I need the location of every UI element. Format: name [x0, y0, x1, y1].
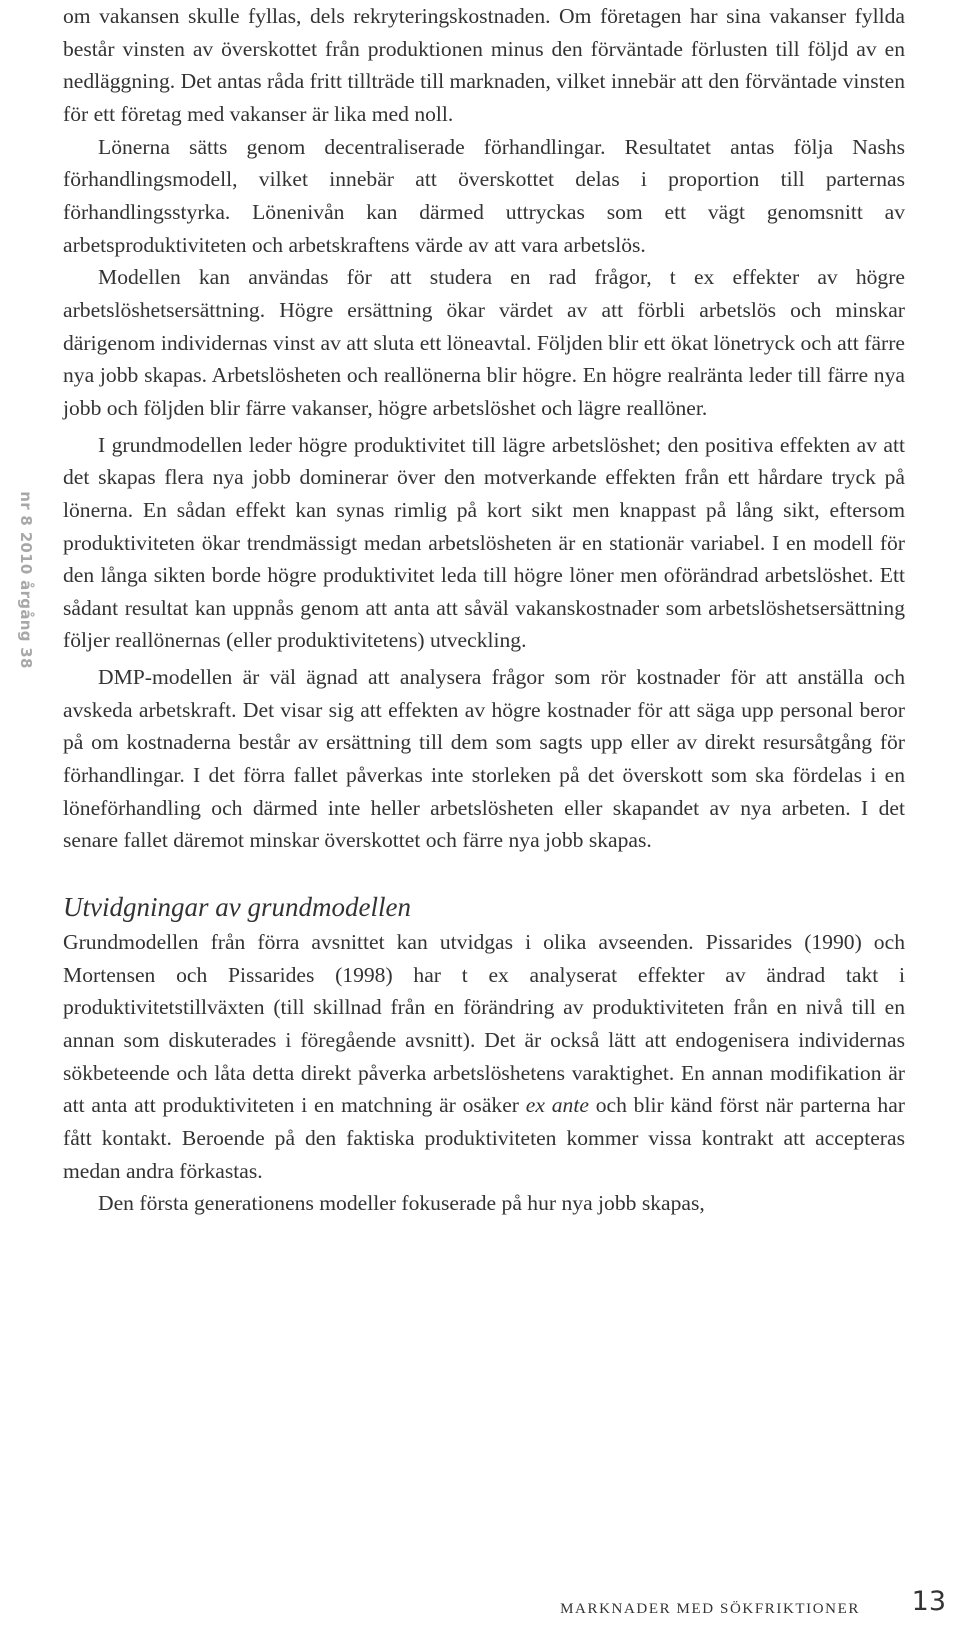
page-number: 13 — [911, 1586, 946, 1617]
paragraph-dmp-model: DMP-modellen är väl ägnad att analysera frågor som rör kostnader för att anställa och avskeda arbetskraft. Det visar sig att effekten av högre kostnader för att säga upp personal beror på om kostnaderna består av ersättning till dem som sagts upp eller av direkt resursåtgång för förhandlingar. I det förra fallet påverkas inte storleken på det överskott som ska fördelas i en löneförhandling och därmed inte heller arbetslösheten eller skapandet av nya arbeten. I det senare fallet däremot minskar överskottet och färre nya jobb skapas. — [63, 665, 905, 853]
running-footer-title: MARKNADER MED SÖKFRIKTIONER — [560, 1601, 860, 1617]
journal-issue-text: nr 8 2010 årgång 38 — [17, 491, 35, 669]
italic-term: ex ante — [525, 1093, 589, 1118]
section-heading: Utvidgningar av grundmodellen — [63, 892, 411, 923]
paragraph-first-generation: Den första generationens modeller fokuserade på hur nya jobb skapas, — [98, 1191, 705, 1216]
article-body — [63, 0, 905, 1220]
journal-issue-label — [14, 480, 38, 680]
paragraph-extensions-part-1: Grundmodellen från förra avsnittet kan utvidgas i olika avseenden. Pissarides (1990) och Mortensen och Pissarides (1998) har t ex analyserat effekter av ändrad takt i produktivitetstillväxten (till skillnad från en förändring av produktiviteten från en nivå till en annan som diskuterades i föregående avsnitt). Det är också lätt att endogenisera individernas sökbeteende och låta detta direkt påverka arbetslöshetens varaktighet. En annan modifikation är att anta att produktiviteten i en matchning är osäker — [63, 930, 905, 1118]
paragraph-continuation: om vakansen skulle fyllas, dels rekryteringskostnaden. Om företagen har sina vakanser fyllda består vinsten av överskottet från produktionen minus den förväntade förlusten till följd av en nedläggning. Det antas råda fritt tillträde till marknaden, vilket innebär att den förväntade vinsten för ett företag med vakanser är lika med noll. — [63, 4, 905, 126]
paragraph-model-uses: Modellen kan användas för att studera en rad frågor, t ex effekter av högre arbetslöshetsersättning. Högre ersättning ökar värdet av att förbli arbetslös och minskar därigenom individernas vinst av att sluta ett löneavtal. Följden blir ett ökat lönetryck och att färre nya jobb skapas. Arbetslösheten och reallönerna blir högre. En högre realränta leder till färre nya jobb och följden blir färre vakanser, högre arbetslöshet och lägre reallöner. — [63, 265, 905, 420]
paragraph-extensions-part-2: och blir känd först när parterna har fått kontakt. Beroende på den faktiska produktiviteten kommer vissa kontrakt att accepteras medan andra förkastas. — [63, 1093, 905, 1183]
paragraph-extensions — [63, 926, 905, 1187]
paragraph-wage-setting: Lönerna sätts genom decentraliserade förhandlingar. Resultatet antas följa Nashs förhandlingsmodell, vilket innebär att överskottet delas i proportion till parternas förhandlingsstyrka. Lönenivån kan därmed uttryckas som ett vägt genomsnitt av arbetsproduktiviteten och arbetskraftens värde av att vara arbetslös. — [63, 134, 905, 257]
paragraph-productivity: I grundmodellen leder högre produktivitet till lägre arbetslöshet; den positiva effekten av att det skapas flera nya jobb dominerar över den motverkande effekten från ett hårdare tryck på lönerna. En sådan effekt kan synas rimlig på kort sikt men knappast på lång sikt, eftersom produktiviteten ökar trendmässigt medan arbetslösheten är en stationär variabel. I en modell för den långa sikten borde högre produktivitet leda till högre löner men oförändrad arbetslöshet. Ett sådant resultat kan uppnås genom att anta att såväl vakanskostnader som arbetslöshetsersättning följer reallönernas (eller produktivitetens) utveckling. — [63, 432, 905, 653]
